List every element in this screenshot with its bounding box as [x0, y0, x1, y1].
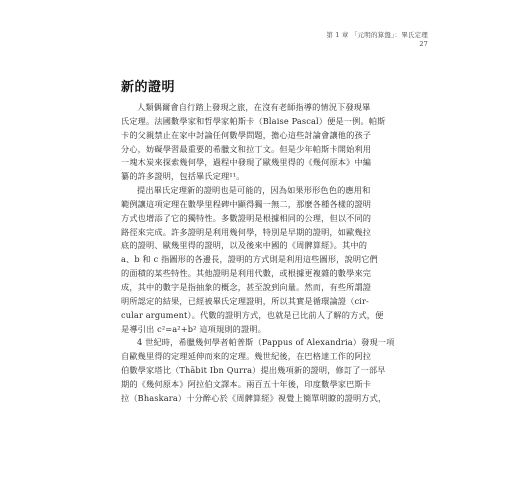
running-title: 第 1 章 「元明的算盤」：畢氏定理: [326, 31, 428, 39]
text-line: a、b 和 c 指圖形的各邊長，證明的方式則是利用這些圖形，說明它們: [121, 254, 378, 265]
text-line: 伯數學家塔比（Thābit Ibn Qurra）提出幾項新的證明，修訂了一部早: [121, 365, 386, 376]
running-header: [326, 31, 428, 49]
text-line: 卡的父親禁止在家中討論任何數學問題，擔心這些討論會讓他的孩子: [121, 129, 372, 140]
text-line: cular argument）。代數的證明方式，也就是已比前人了解的方式，便: [121, 309, 384, 320]
text-line: 氏定理。法國數學家和哲學家帕斯卡（Blaise Pascal）便是一例。帕斯: [121, 115, 386, 126]
text-line: 拉（Bhaskara）十分醉心於《周髀算經》視覺上簡單明瞭的證明方式，: [121, 392, 387, 403]
text-line: 4 世紀時，希臘幾何學者帕普斯（Pappus of Alexandria）發現一項: [137, 337, 395, 348]
text-line: 纂的許多證明，包括畢氏定理¹¹。: [121, 171, 245, 182]
text-line: 分心，妨礙學習最重要的希臘文和拉丁文。但是少年帕斯卡開始利用: [121, 143, 372, 154]
text-line: 自歐幾里得的定理延伸而來的定理。幾世紀後，在巴格達工作的阿拉: [121, 351, 372, 362]
text-line: 路徑來完成。許多證明是利用幾何學，特別是早期的證明，如歐幾拉: [121, 226, 372, 237]
text-line: 的面積的某些特性。其他證明是利用代數，或根據更複雜的數學來完: [121, 268, 372, 279]
text-line: 人類偶爾會自行踏上發現之旅，在沒有老師指導的情況下發現畢: [137, 102, 371, 112]
text-line: 方式也增添了它的獨特性。多數證明是根據相同的公理，但以不同的: [121, 212, 372, 223]
text-line: 明所認定的結果，已經被畢氏定理證明，所以其實是循環論證（cir-: [121, 295, 369, 306]
paragraph-3: [121, 336, 403, 405]
section-title: 新的證明: [121, 80, 176, 95]
paragraph-2: [121, 184, 403, 336]
text-line: 底的證明、歐幾里得的證明，以及後來中國的《周髀算經》。其中的: [121, 240, 368, 251]
text-line: 一塊木炭來探索幾何學，過程中發現了歐幾里得的《幾何原本》中編: [121, 157, 372, 168]
body-text: [121, 101, 403, 406]
page-number: 27: [419, 40, 428, 48]
paragraph-1: [121, 101, 403, 184]
text-line: 範例讓這項定理在數學里程碑中顯得獨一無二，那麼各種各樣的證明: [121, 198, 372, 209]
text-line: 成，其中的數字是指抽象的概念，甚至說到向量。然而，有些所謂證: [121, 281, 372, 292]
text-line: 是導引出 c²=a²+b² 這項規則的證明。: [121, 323, 267, 334]
text-line: 期的《幾何原本》阿拉伯文譯本。兩百五十年後，印度數學家巴斯卡: [121, 378, 372, 389]
text-line: 提出畢氏定理新的證明也是可能的，因為如果形形色色的應用和: [137, 185, 371, 196]
